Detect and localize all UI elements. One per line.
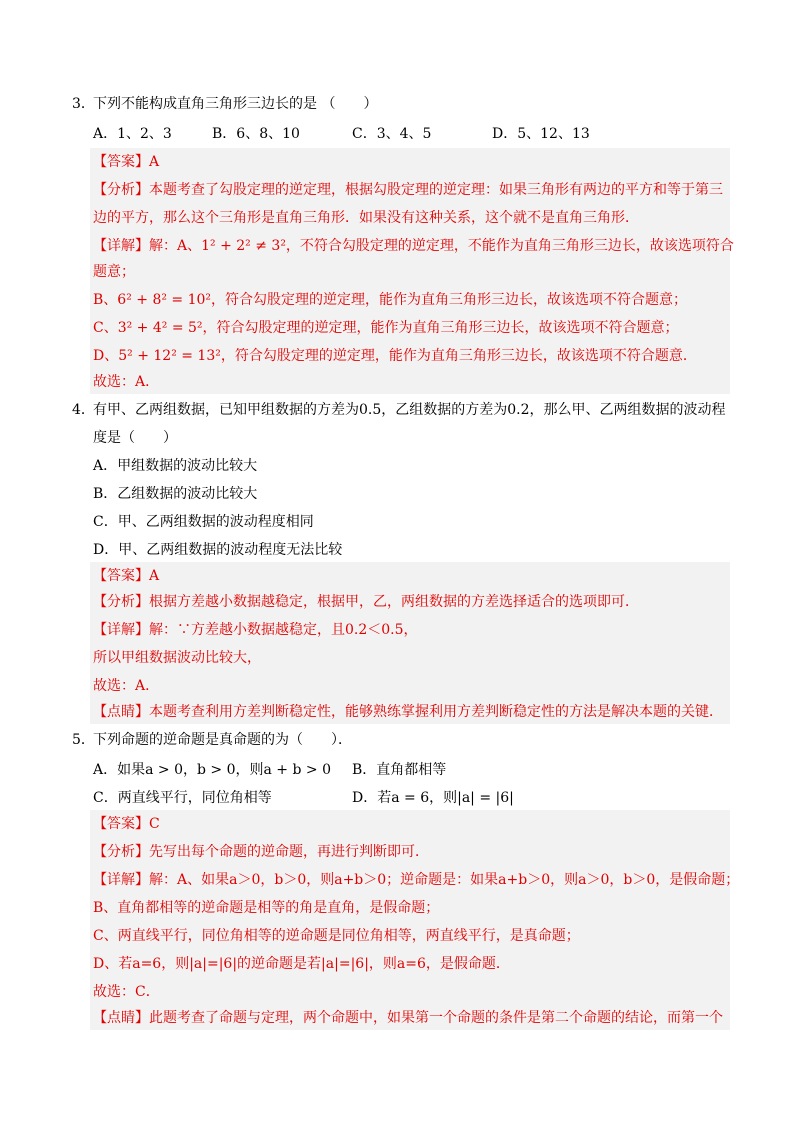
q3-option-c: C．3、4、5 [352,126,432,142]
q3-number: 3． [72,96,95,112]
q3-option-b: B．6、8、10 [212,126,300,142]
q4-option-b: B．乙组数据的波动比较大 [93,486,258,502]
q5-number: 5． [72,732,95,748]
q4-comment: 【点睛】本题考查利用方差判断稳定性，能够熟练掌握利用方差判断稳定性的方法是解决本题的关键． [93,704,723,720]
q4-analysis: 【分析】根据方差越小数据越稳定，根据甲，乙，两组数据的方差选择适合的选项即可． [93,594,639,610]
q5-option-d: D．若a = 6，则|a| = |6| [352,790,514,806]
q4-choice: 故选：A． [93,678,160,694]
q5-detail-b: B、直角都相等的逆命题是相等的角是直角，是假命题； [93,900,440,916]
q4-option-d: D．甲、乙两组数据的波动程度无法比较 [93,542,343,558]
q3-detail-c: C、3² + 4² = 5²，符合勾股定理的逆定理，能作为直角三角形三边长，故该选项不符合题意； [93,320,679,336]
q5-detail-c: C、两直线平行，同位角相等的逆命题是同位角相等，两直线平行，是真命题； [93,928,580,944]
q3-detail-b: B、6² + 8² = 10²，符合勾股定理的逆定理，能作为直角三角形三边长，故该选项不符合题意； [93,292,688,308]
q5-detail-d: D、若a=6，则|a|=|6|的逆命题是若|a|=|6|，则a=6，是假命题． [93,956,510,972]
q4-stem-line-1: 有甲、乙两组数据，已知甲组数据的方差为0.5，乙组数据的方差为0.2，那么甲、乙两组数据的波动程 [93,402,726,418]
q5-comment: 【点睛】此题考查了命题与定理，两个命题中，如果第一个命题的条件是第二个命题的结论，而第一个 [93,1010,723,1026]
q4-option-a: A．甲组数据的波动比较大 [93,458,258,474]
q3-detail-line-2: 题意； [93,264,135,280]
q4-number: 4． [72,402,95,418]
q3-option-d: D．5、12、13 [492,126,590,142]
q4-solution-box [90,562,730,724]
q5-option-c: C．两直线平行，同位角相等 [93,790,272,806]
q5-answer: 【答案】C [93,816,160,832]
q3-stem: 下列不能构成直角三角形三边长的是 （ ） [93,96,378,112]
q5-stem: 下列命题的逆命题是真命题的为（ ）． [93,732,352,748]
q3-answer: 【答案】A [93,154,160,170]
q5-detail-a: 【详解】解：A、如果a＞0，b＞0，则a+b＞0；逆命题是：如果a+b＞0，则a＞0，b＞0，是假命题； [93,872,740,888]
q4-stem-line-2: 度是（ ） [93,430,177,446]
q3-detail-line-1: 【详解】解：A、1² + 2² ≠ 3²，不符合勾股定理的逆定理，不能作为直角三角形三边长，故该选项符合 [93,238,734,254]
q5-option-b: B．直角都相等 [352,762,447,778]
q5-choice: 故选：C． [93,984,160,1000]
q5-analysis: 【分析】先写出每个命题的逆命题，再进行判断即可． [93,844,429,860]
q3-detail-d: D、5² + 12² = 13²，符合勾股定理的逆定理，能作为直角三角形三边长，故该选项不符合题意． [93,348,697,364]
q3-choice: 故选：A． [93,374,160,390]
q3-analysis-line-2: 边的平方，那么这个三角形是直角三角形．如果没有这种关系，这个就不是直角三角形． [93,210,639,226]
q4-option-c: C．甲、乙两组数据的波动程度相同 [93,514,314,530]
q5-option-a: A．如果a > 0，b > 0，则a + b > 0 [93,762,331,778]
q4-answer: 【答案】A [93,568,160,584]
q3-option-a: A．1、2、3 [93,126,172,142]
q4-detail-line-1: 【详解】解：∵方差越小数据越稳定，且0.2＜0.5， [93,622,418,638]
q3-analysis-line-1: 【分析】本题考查了勾股定理的逆定理，根据勾股定理的逆定理：如果三角形有两边的平方和等于第三 [93,182,723,198]
q4-detail-line-2: 所以甲组数据波动比较大， [93,650,261,666]
